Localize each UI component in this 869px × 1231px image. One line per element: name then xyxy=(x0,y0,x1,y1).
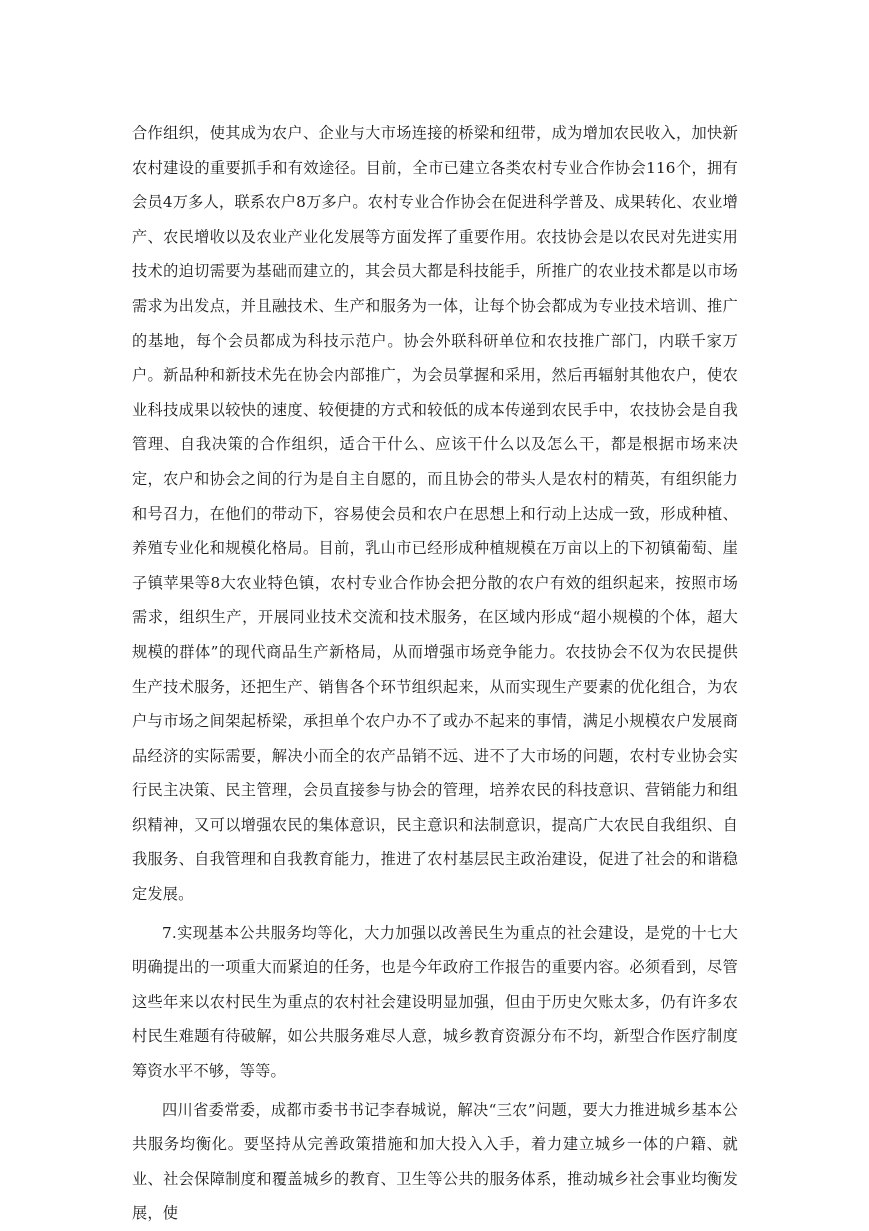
paragraph-cooperative-associations: 合作组织，使其成为农户、企业与大市场连接的桥梁和纽带，成为增加农民收入，加快新农村建设的重要抓手和有效途径。目前，全市已建立各类农村专业合作协会116个，拥有会员4万多人，联系农户8万多户。农村专业合作协会在促进科学普及、成果转化、农业增产、农民增收以及农业产业化发展等方面发挥了重要作用。农技协会是以农民对先进实用技术的迫切需要为基础而建立的，其会员大都是科技能手，所推广的农业技术都是以市场需求为出发点，并且融技术、生产和服务为一体，让每个协会都成为专业技术培训、推广的基地，每个会员都成为科技示范户。协会外联科研单位和农技推广部门，内联千家万户。新品种和新技术先在协会内部推广，为会员掌握和采用，然后再辐射其他农户，使农业科技成果以较快的速度、较便捷的方式和较低的成本传递到农民手中，农技协会是自我管理、自我决策的合作组织，适合干什么、应该干什么以及怎么干，都是根据市场来决定，农户和协会之间的行为是自主自愿的，而且协会的带头人是农村的精英，有组织能力和号召力，在他们的带动下，容易使会员和农户在思想上和行动上达成一致，形成种植、养殖专业化和规模化格局。目前，乳山市已经形成种植规模在万亩以上的下初镇葡萄、崖子镇苹果等8大农业特色镇，农村专业合作协会把分散的农户有效的组织起来，按照市场需求，组织生产，开展同业技术交流和技术服务，在区域内形成“超小规模的个体，超大规模的群体”的现代商品生产新格局，从而增强市场竞争能力。农技协会不仅为农民提供生产技术服务，还把生产、销售各个环节组织起来，从而实现生产要素的优化组合，为农户与市场之间架起桥梁，承担单个农户办不了或办不起来的事情，满足小规模农户发展商品经济的实际需要，解决小而全的农产品销不远、进不了大市场的问题，农村专业协会实行民主决策、民主管理，会员直接参与协会的管理，培养农民的科技意识、营销能力和组织精神，又可以增强农民的集体意识，民主意识和法制意识，提高广大农民自我组织、自我服务、自我管理和自我教育能力，推进了农村基层民主政治建设，促进了社会的和谐稳定发展。 xyxy=(132,124,738,904)
document-page xyxy=(132,116,738,1231)
paragraph-public-services-equalization: 7.实现基本公共服务均等化，大力加强以改善民生为重点的社会建设，是党的十七大明确提出的一项重大而紧迫的任务，也是今年政府工作报告的重要内容。必须看到，尽管这些年来以农村民生为重点的农村社会建设明显加强，但由于历史欠账太多，仍有许多农村民生难题有待破解，如公共服务难尽人意，城乡教育资源分布不均，新型合作医疗制度筹资水平不够，等等。 xyxy=(132,923,738,1081)
paragraph-chengdu-urban-rural: 四川省委常委，成都市委书书记李春城说，解决“三农”问题，要大力推进城乡基本公共服务均衡化。要坚持从完善政策措施和加大投入入手，着力建立城乡一体的户籍、就业、社会保障制度和覆盖城乡的教育、卫生等公共的服务体系，推动城乡社会事业均衡发展，使 xyxy=(132,1100,738,1223)
